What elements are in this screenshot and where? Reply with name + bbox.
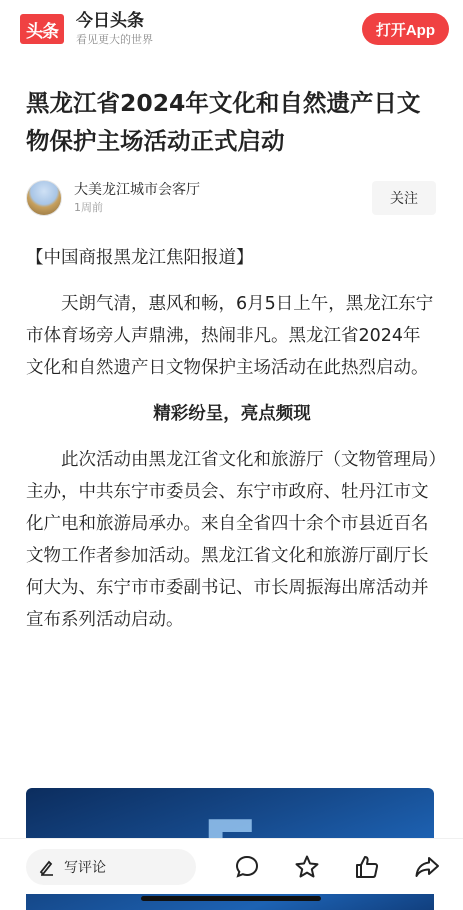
like-icon[interactable] (353, 853, 381, 881)
comment-icon[interactable] (233, 853, 261, 881)
author-row (26, 178, 436, 218)
top-bar (0, 0, 463, 58)
brand-slogan: 看见更大的世界 (76, 33, 153, 46)
article-title: 黑龙江省2024年文化和自然遗产日文物保护主场活动正式启动 (26, 89, 421, 155)
source-line: 【中国商报黑龙江焦阳报道】 (26, 248, 254, 268)
bottom-bar (0, 838, 463, 894)
open-app-button[interactable]: 打开App (362, 13, 449, 45)
comment-placeholder: 写评论 (64, 859, 106, 876)
publish-time: 1周前 (74, 201, 103, 214)
action-icons (233, 853, 441, 881)
author-meta (74, 180, 200, 216)
follow-button[interactable]: 关注 (372, 181, 436, 215)
paragraph-1: 天朗气清，惠风和畅，6月5日上午，黑龙江东宁市体育场旁人声鼎沸，热闹非凡。黑龙江省2024年文化和自然遗产日文物保护主场活动在此热烈启动。 (26, 294, 434, 378)
paragraph-2: 此次活动由黑龙江省文化和旅游厅（文物管理局）主办，中共东宁市委员会、东宁市政府、牡丹江市文化广电和旅游局承办。来自全省四十余个市县近百名文物工作者参加活动。黑龙江省文化和旅游厅副厅长何大为、东宁市市委副书记、市长周振海出席活动并宣布系列活动启动。 (26, 450, 438, 630)
share-icon[interactable] (413, 853, 441, 881)
star-icon[interactable] (293, 853, 321, 881)
home-indicator (141, 896, 321, 901)
article-body (26, 242, 438, 650)
brand-name: 今日头条 (76, 11, 144, 31)
avatar[interactable] (26, 180, 62, 216)
brand (76, 10, 153, 48)
pen-icon (38, 858, 56, 876)
subheading: 精彩纷呈，亮点频现 (153, 404, 311, 424)
author-name[interactable]: 大美龙江城市会客厅 (74, 182, 200, 198)
comment-input[interactable] (26, 849, 196, 885)
toutiao-logo[interactable]: 头条 (20, 14, 64, 44)
